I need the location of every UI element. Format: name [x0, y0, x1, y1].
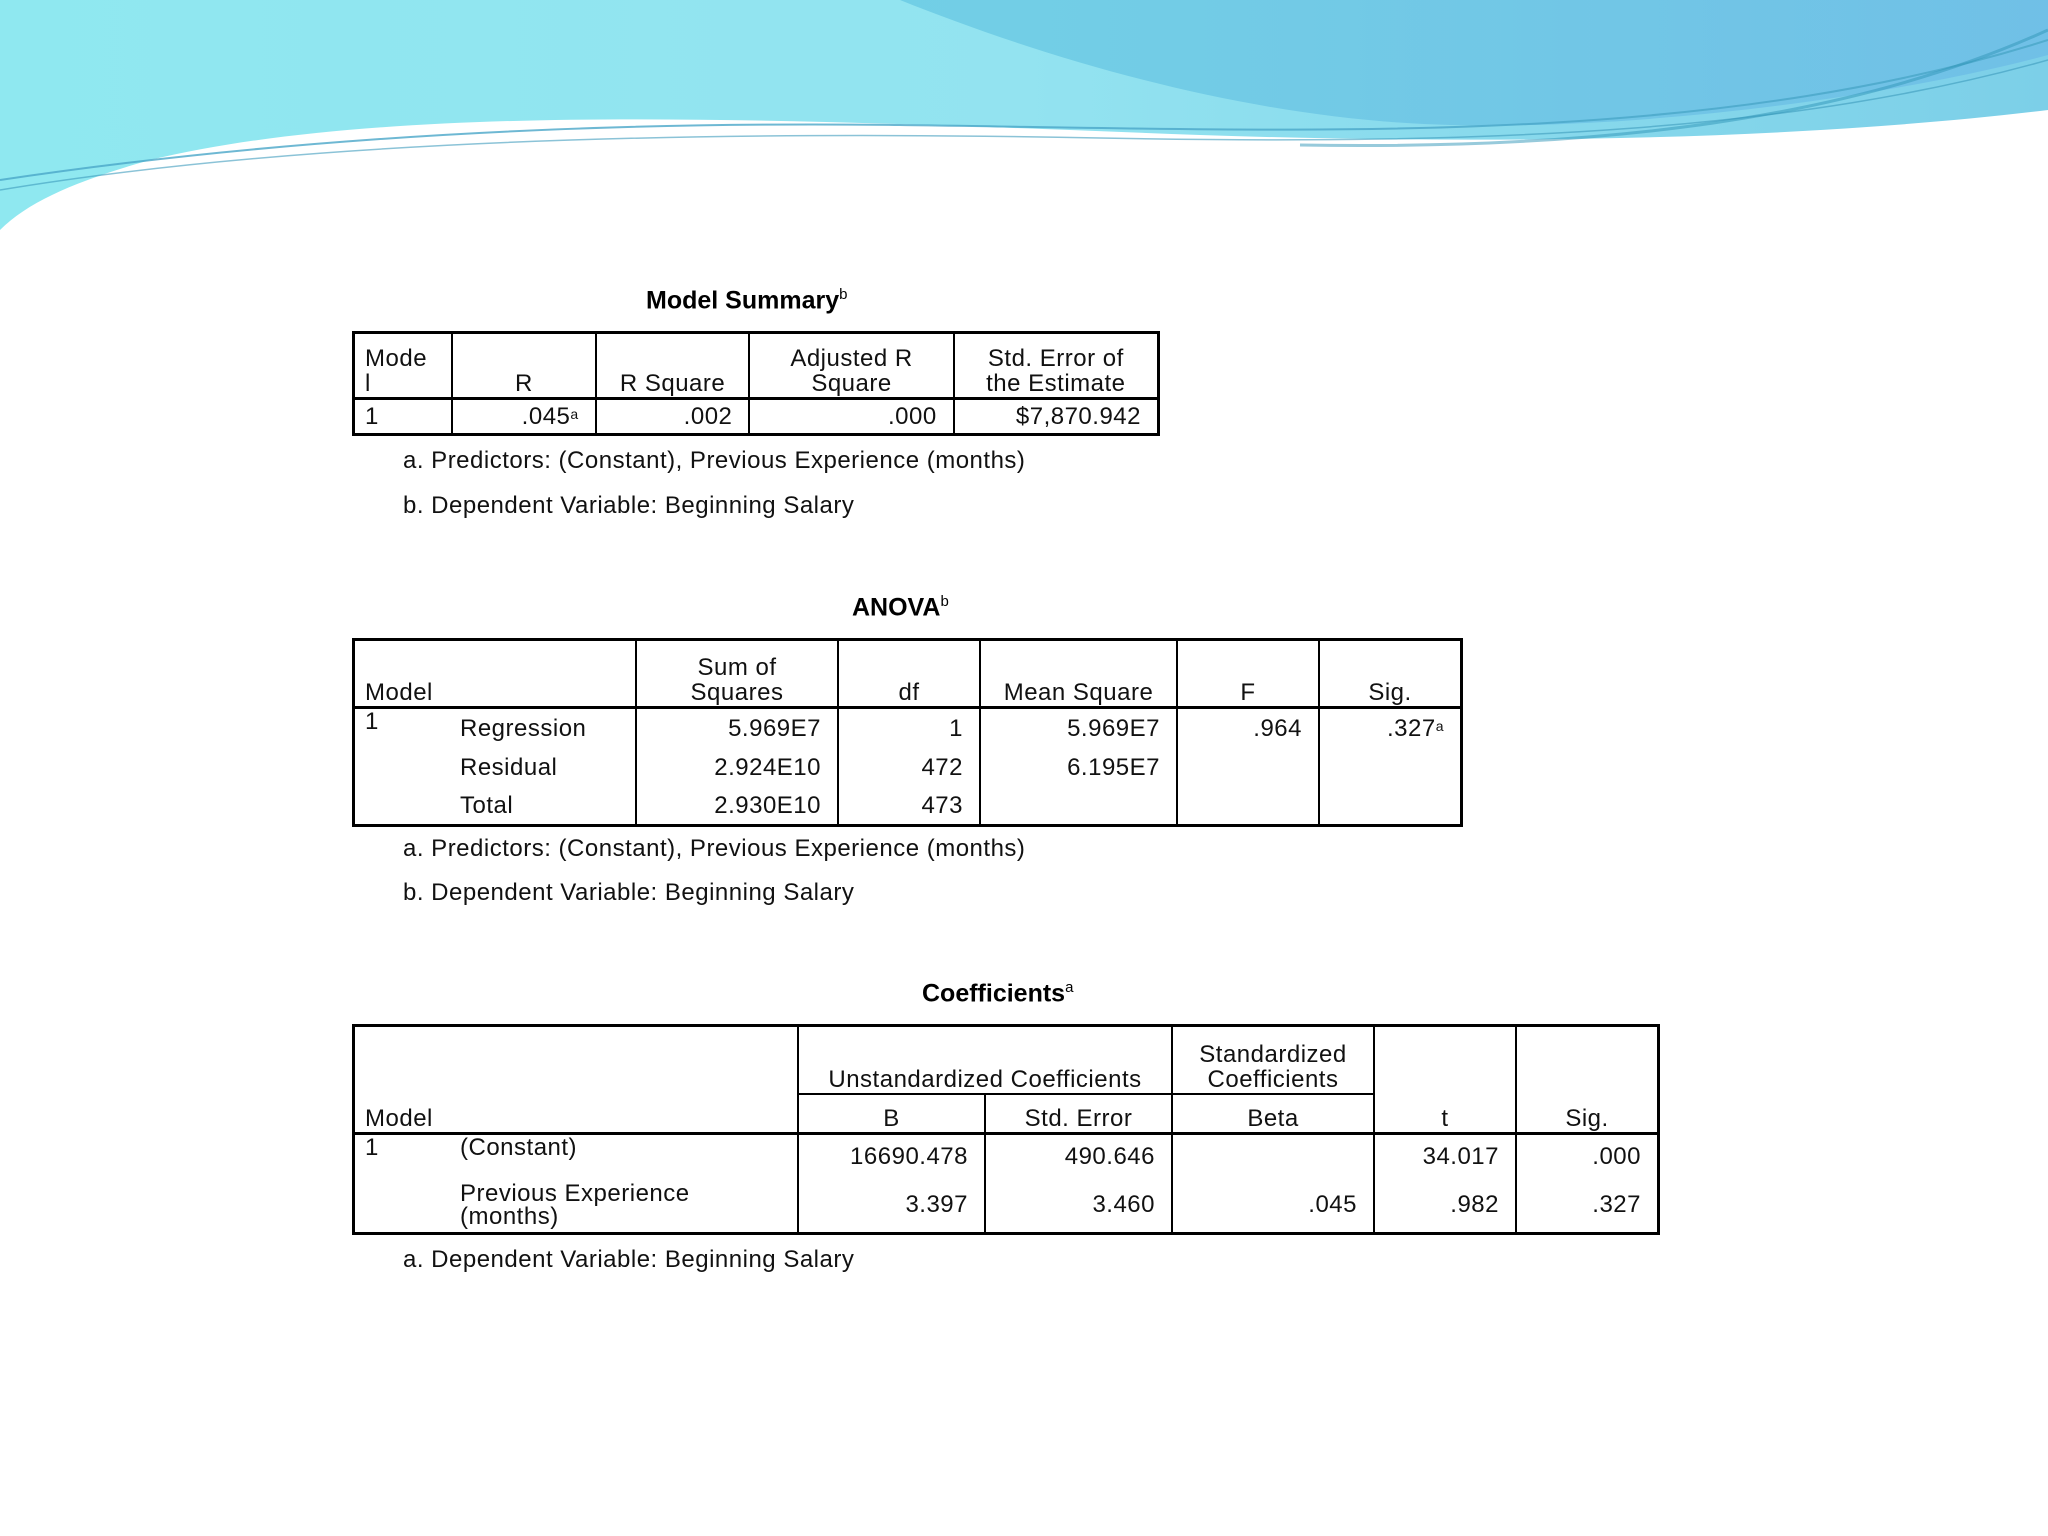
header-model: Model — [365, 679, 433, 706]
header-beta: Beta — [1172, 1094, 1374, 1134]
cell-term: (Constant) — [450, 1134, 798, 1178]
cell-df: 473 — [838, 788, 980, 826]
cell-f — [1177, 788, 1319, 826]
table-row — [354, 748, 1462, 788]
cell-t: .982 — [1374, 1178, 1516, 1234]
footnote: b. Dependent Variable: Beginning Salary — [403, 492, 855, 519]
cell-beta — [1172, 1134, 1374, 1178]
header-model: Mode l — [365, 345, 428, 397]
table-row — [354, 708, 1462, 748]
header-t: t — [1374, 1026, 1516, 1134]
table-row — [354, 399, 1159, 435]
cell-model-number: 1 — [354, 1134, 451, 1178]
cell-sig: .327 — [1516, 1178, 1659, 1234]
cell-ms — [980, 788, 1177, 826]
header-sig: Sig. — [1516, 1026, 1659, 1134]
cell-ss: 2.930E10 — [636, 788, 838, 826]
header-f: F — [1177, 640, 1319, 708]
cell-std-error: 490.646 — [985, 1134, 1172, 1178]
cell-source: Residual — [460, 754, 558, 781]
coefficients-table — [352, 1024, 1660, 1235]
header-unstandardized-coefficients: Unstandardized Coefficients — [798, 1026, 1172, 1094]
cell-ms: 6.195E7 — [980, 748, 1177, 788]
cell-beta: .045 — [1172, 1178, 1374, 1234]
model-summary-table — [352, 331, 1160, 436]
header-sum-of-squares: Sum of Squares — [636, 640, 838, 708]
cell-f — [1177, 748, 1319, 788]
header-sig: Sig. — [1319, 640, 1462, 708]
header-r: R — [452, 333, 596, 399]
cell-model-number: 1 — [354, 708, 451, 748]
cell-source: Total — [460, 792, 514, 820]
cell-sig — [1319, 748, 1462, 788]
cell-b: 16690.478 — [798, 1134, 985, 1178]
header-model: Model — [365, 1105, 433, 1132]
model-summary-title: Model Summary$^b$ — [646, 286, 848, 315]
coefficients-title: Coefficients$^a$ — [922, 979, 1074, 1008]
footnote: a. Dependent Variable: Beginning Salary — [403, 1246, 855, 1273]
cell-std-error: $7,870.942 — [954, 399, 1159, 435]
cell-ss: 2.924E10 — [636, 748, 838, 788]
cell-df: 472 — [838, 748, 980, 788]
header-std-error: Std. Error — [985, 1094, 1172, 1134]
cell-sig — [1319, 788, 1462, 826]
cell-r-square: .002 — [596, 399, 750, 435]
cell-ms: 5.969E7 — [980, 708, 1177, 748]
cell-adj-r-square: .000 — [749, 399, 953, 435]
header-b: B — [798, 1094, 985, 1134]
footnote: a. Predictors: (Constant), Previous Experience (months) — [403, 835, 1026, 862]
cell-term: Previous Experience (months) — [460, 1179, 690, 1230]
header-r-square: R Square — [596, 333, 750, 399]
header-mean-square: Mean Square — [980, 640, 1177, 708]
table-row — [354, 788, 1462, 826]
cell-t: 34.017 — [1374, 1134, 1516, 1178]
cell-f: .964 — [1177, 708, 1319, 748]
footnote: b. Dependent Variable: Beginning Salary — [403, 879, 855, 906]
header-standardized-coefficients: Standardized Coefficients — [1172, 1026, 1374, 1094]
header-adjusted-r-square: Adjusted R Square — [749, 333, 953, 399]
anova-title: ANOVA$^b$ — [852, 593, 949, 622]
anova-table — [352, 638, 1463, 827]
cell-r: .045$^a$ — [452, 399, 596, 435]
cell-ss: 5.969E7 — [636, 708, 838, 748]
cell-source: Regression — [450, 708, 636, 748]
cell-df: 1 — [838, 708, 980, 748]
cell-b: 3.397 — [798, 1178, 985, 1234]
cell-sig: .327$^a$ — [1319, 708, 1462, 748]
table-row — [354, 1178, 1659, 1234]
table-row — [354, 1134, 1659, 1178]
header-wave-decoration — [0, 0, 2048, 240]
header-std-error: Std. Error of the Estimate — [954, 333, 1159, 399]
header-df: df — [838, 640, 980, 708]
cell-std-error: 3.460 — [985, 1178, 1172, 1234]
footnote: a. Predictors: (Constant), Previous Experience (months) — [403, 447, 1026, 474]
cell-sig: .000 — [1516, 1134, 1659, 1178]
cell-model: 1 — [354, 399, 453, 435]
